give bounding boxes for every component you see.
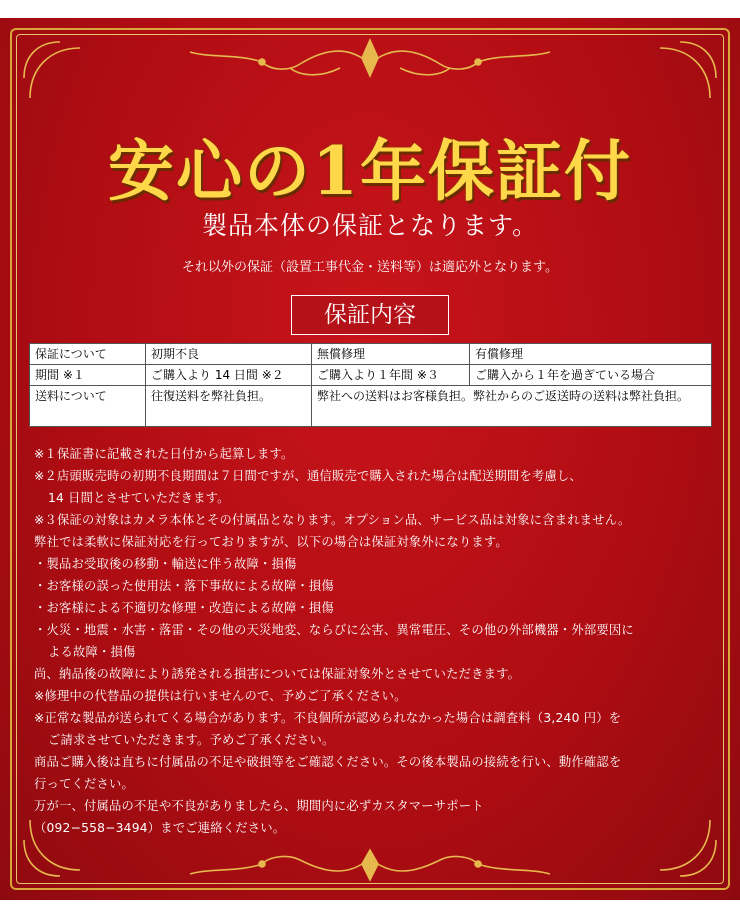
note-line: ※正常な製品が送られてくる場合があります。不良個所が認められなかった場合は調査料（3,240 円）を: [34, 711, 622, 725]
page-headline: 安心の1年保証付: [108, 132, 632, 210]
table-row: [30, 386, 712, 427]
note-line: ※１保証書に記載された日付から起算します。: [34, 447, 294, 461]
table-cell: 無償修理: [312, 344, 470, 365]
table-cell: ご購入より 14 日間 ※２: [146, 365, 312, 386]
table-cell: ご購入より１年間 ※３: [312, 365, 470, 386]
note-line: ※３保証の対象はカメラ本体とその付属品となります。オプション品、サービス品は対象に含まれません。: [34, 513, 631, 527]
note-line: ご請求させていただきます。予めご了承ください。: [48, 733, 335, 747]
note-line: ・火災・地震・水害・落雷・その他の天災地変、ならびに公害、異常電圧、その他の外部機器・外部要因に: [34, 623, 634, 637]
top-ornament: [190, 40, 550, 76]
note-line: （092−558−3494）までご連絡ください。: [34, 821, 286, 835]
scope-note: それ以外の保証（設置工事代金・送料等）は適応外となります。: [182, 260, 558, 275]
shipping-paid-note: 弊社への送料はお客様負担。弊社からのご返送時の送料は弊社負担。: [317, 389, 690, 403]
section-title-box: 保証内容: [291, 295, 449, 335]
table-cell: ご購入から１年を過ぎている場合: [470, 365, 712, 386]
bottom-ornament: [190, 850, 550, 880]
table-cell: 保証について: [30, 344, 146, 365]
table-cell: 有償修理: [470, 344, 712, 365]
note-line: ※２店頭販売時の初期不良期間は７日間ですが、通信販売で購入された場合は配送期間を考慮し、: [34, 469, 582, 483]
note-line: 弊社では柔軟に保証対応を行っておりますが、以下の場合は保証対象外になります。: [34, 535, 508, 549]
table-cell: [312, 386, 712, 427]
note-line: よる故障・損傷: [48, 645, 136, 659]
note-line: 14 日間とさせていただきます。: [48, 491, 230, 505]
warranty-panel: [0, 18, 740, 900]
note-line: ・製品お受取後の移動・輸送に伴う故障・損傷: [34, 557, 297, 571]
table-cell: 送料について: [30, 386, 146, 427]
table-row: [30, 365, 712, 386]
note-line: ※修理中の代替品の提供は行いませんので、予めご了承ください。: [34, 689, 407, 703]
note-line: 行ってください。: [34, 777, 134, 791]
note-line: ・お客様による不適切な修理・改造による故障・損傷: [34, 601, 334, 615]
table-cell: 往復送料を弊社負担。: [146, 386, 312, 427]
note-line: 尚、納品後の故障により誘発される損害については保証対象外とさせていただきます。: [34, 667, 521, 681]
table-header-row: [30, 344, 712, 365]
note-line: 万が一、付属品の不足や不良がありましたら、期間内に必ずカスタマーサポート: [34, 799, 484, 813]
note-line: 商品ご購入後は直ちに付属品の不足や破損等をご確認ください。その後本製品の接続を行い、動作確認を: [34, 755, 622, 769]
table-cell: 初期不良: [146, 344, 312, 365]
warranty-table: [29, 343, 712, 427]
table-cell: 期間 ※１: [30, 365, 146, 386]
subheadline: 製品本体の保証となります。: [201, 211, 538, 240]
note-line: ・お客様の誤った使用法・落下事故による故障・損傷: [34, 579, 334, 593]
notes-list: [34, 443, 714, 839]
